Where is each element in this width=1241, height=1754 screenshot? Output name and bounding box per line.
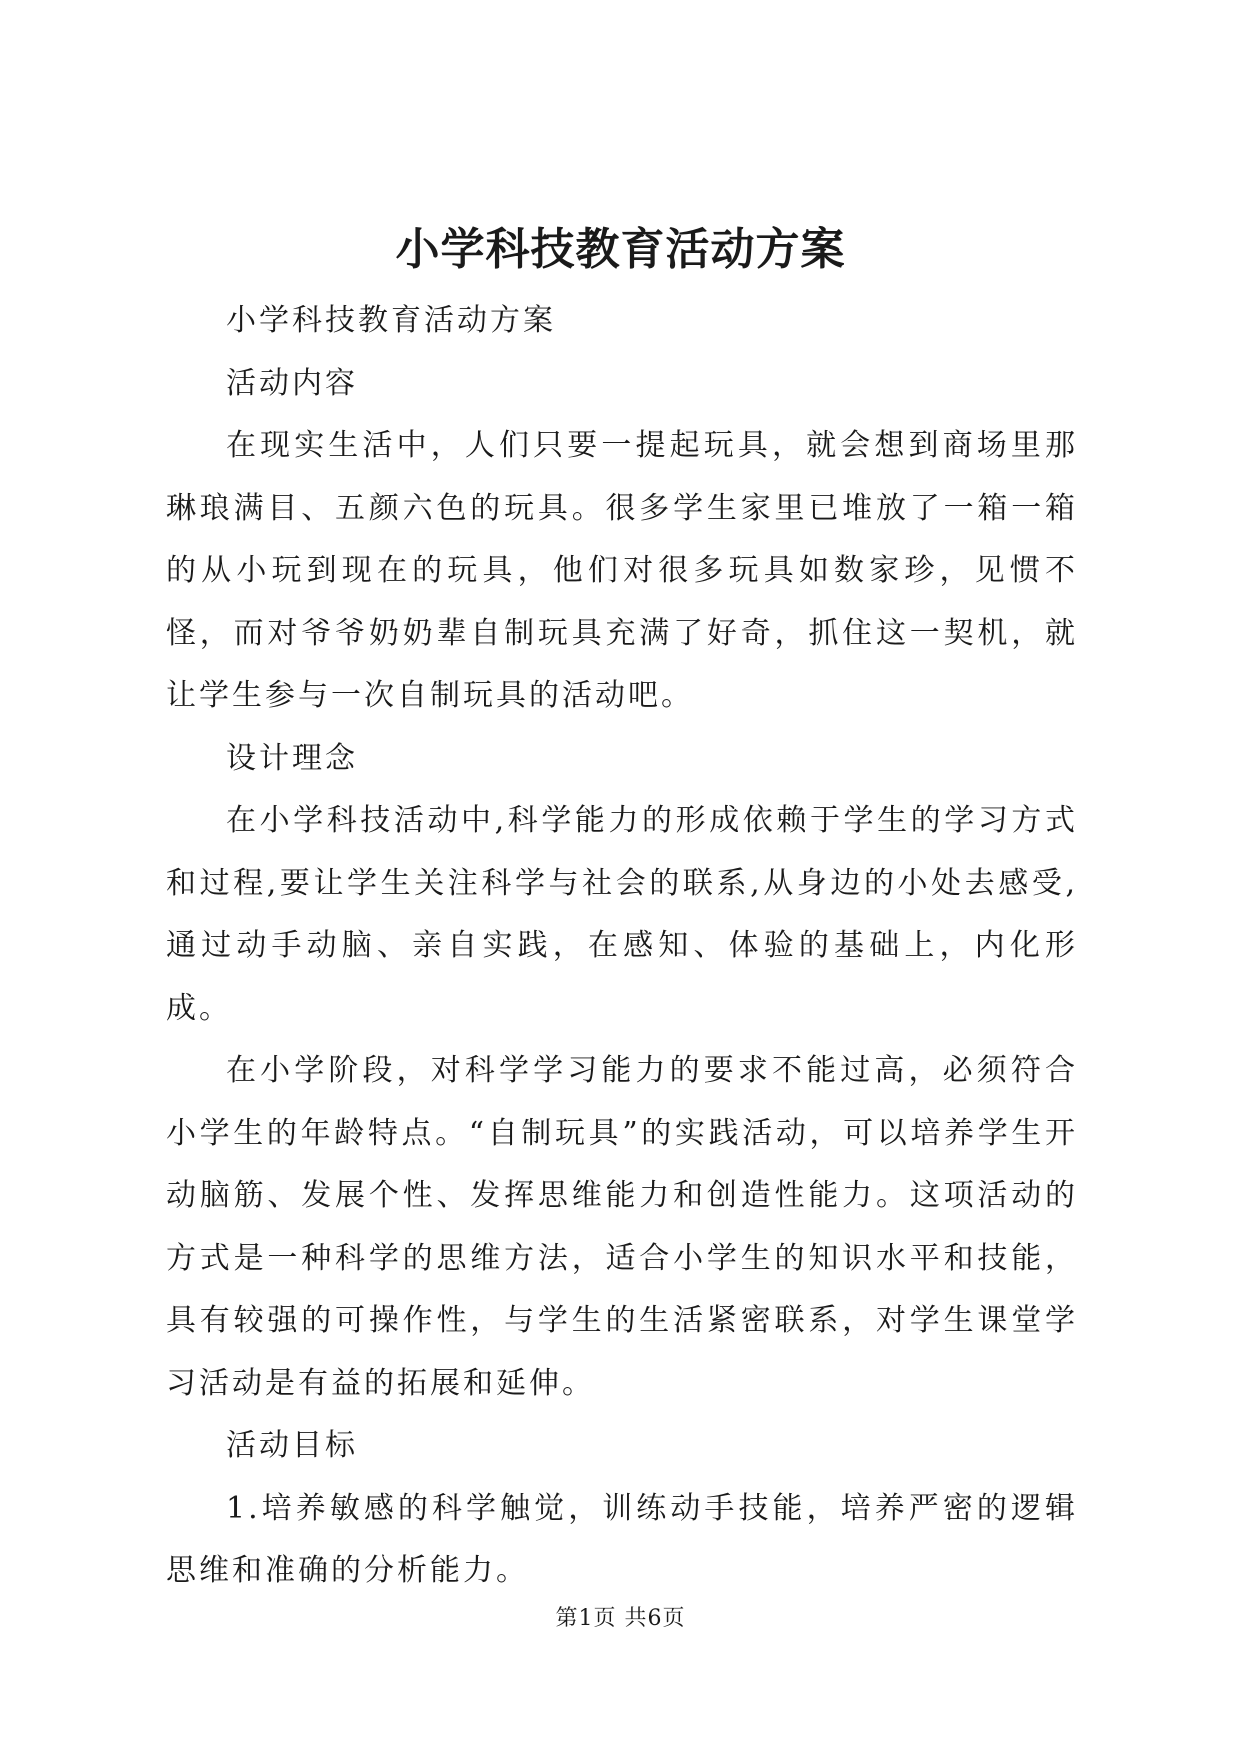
heading-activity-goals: 活动目标 — [226, 1428, 358, 1463]
document-title: 小学科技教育活动方案 — [395, 224, 846, 275]
heading-design-concept: 设计理念 — [226, 740, 358, 776]
paragraph-design-concept-2: 在小学阶段，对科学学习能力的要求不能过高，必须符合小学生的年龄特点。“自制玩具”的实践活动，可以培养学生开动脑筋、发展个性、发挥思维能力和创造性能力。这项活动的方式是一种科学的思维方法，适合小学生的知识水平和技能，具有较强的可操作性，与学生的生活紧密联系，对学生课堂学习活动是有益的拓展和延伸。 — [166, 1053, 1078, 1401]
paragraph-subtitle: 小学科技教育活动方案 — [226, 303, 556, 338]
paragraph-goal-1: 1.培养敏感的科学触觉，训练动手技能，培养严密的逻辑思维和准确的分析能力。 — [166, 1490, 1078, 1588]
paragraph-activity-content: 在现实生活中，人们只要一提起玩具，就会想到商场里那琳琅满目、五颜六色的玩具。很多学生家里已堆放了一箱一箱的从小玩到现在的玩具，他们对很多玩具如数家珍，见惯不怪，而对爷爷奶奶辈自制玩具充满了好奇，抓住这一契机，就让学生参与一次自制玩具的活动吧。 — [166, 428, 1078, 713]
heading-activity-content: 活动内容 — [226, 365, 358, 401]
page-footer: 第1页 共6页 — [555, 1606, 686, 1631]
document-body — [166, 290, 1078, 1603]
paragraph-design-concept-1: 在小学科技活动中,科学能力的形成依赖于学生的学习方式和过程,要让学生关注科学与社会的联系,从身边的小处去感受,通过动手动脑、亲自实践，在感知、体验的基础上，内化形成。 — [166, 803, 1078, 1026]
